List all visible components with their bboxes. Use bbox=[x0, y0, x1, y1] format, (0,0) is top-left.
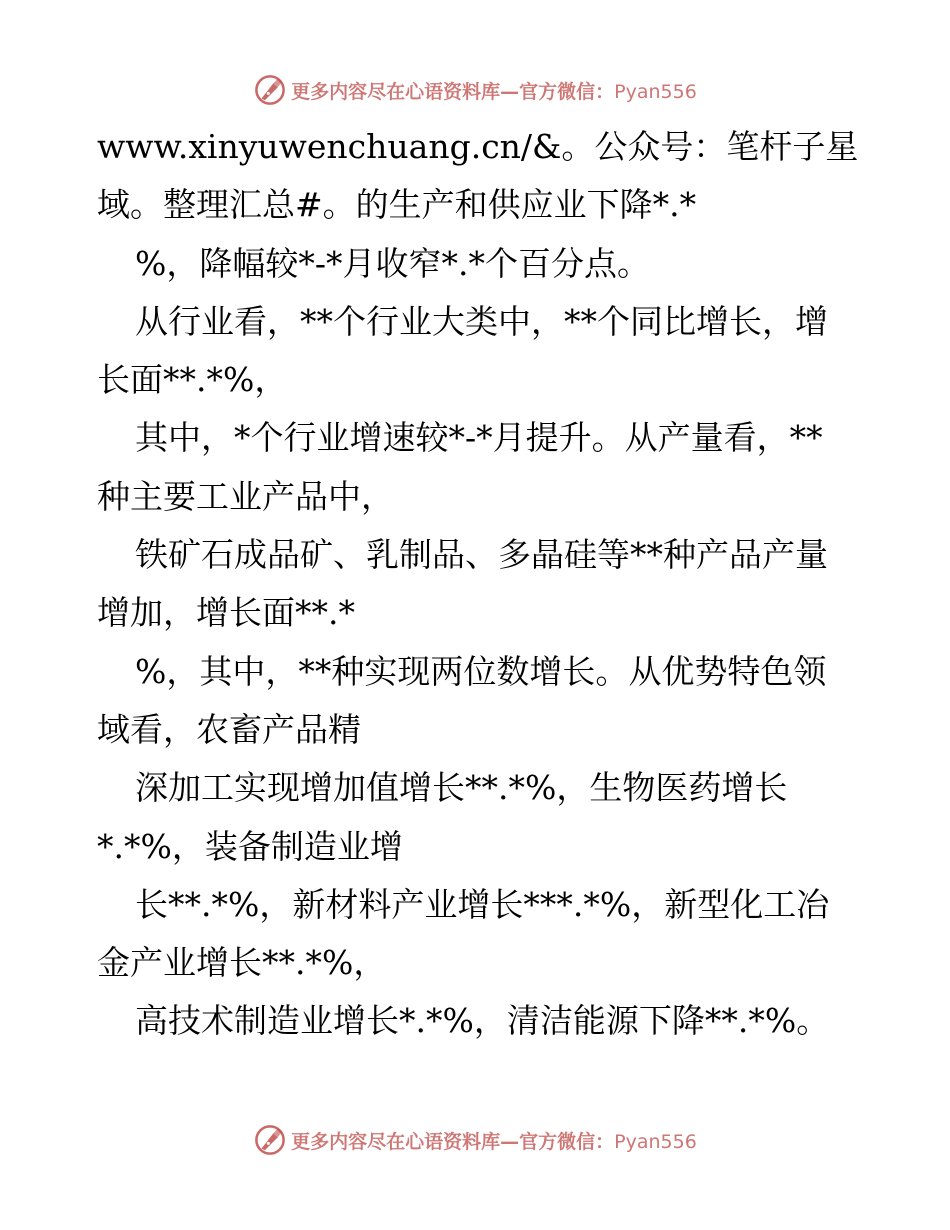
document-body bbox=[97, 118, 867, 1051]
pen-nib-logo-icon bbox=[253, 1123, 287, 1157]
text-line: 从行业看，**个行业大类中，**个同比增长，增 bbox=[135, 301, 828, 341]
text-line: *.*%，装备制造业增 bbox=[97, 826, 403, 866]
header-watermark bbox=[0, 70, 950, 110]
text-line: 高技术制造业增长*.*%，清洁能源下降**.*%。 bbox=[135, 1001, 830, 1041]
text-line: %，降幅较*-*月收窄*.*个百分点。 bbox=[135, 243, 650, 283]
text-line: 深加工实现增加值增长**.*%，生物医药增长 bbox=[135, 768, 788, 808]
text-line: 长面**.*%， bbox=[97, 360, 288, 400]
text-line: 其中，*个行业增速较*-*月提升。从产量看，** bbox=[135, 418, 823, 458]
pen-nib-logo-icon bbox=[253, 73, 287, 107]
text-line: 域。整理汇总#。的生产和供应业下降*.* bbox=[97, 185, 697, 225]
watermark-text: 更多内容尽在心语资料库—官方微信： bbox=[291, 1130, 615, 1153]
text-line: www.xinyuwenchuang.cn/&。公众号：笔杆子星 bbox=[97, 127, 859, 166]
watermark-text: 更多内容尽在心语资料库—官方微信： bbox=[291, 80, 615, 103]
text-line: 金产业增长**.*%， bbox=[97, 943, 387, 983]
text-line: %，其中，**种实现两位数增长。从优势特色领 bbox=[135, 651, 827, 691]
watermark-id: Pyan556 bbox=[614, 80, 697, 103]
watermark-id: Pyan556 bbox=[614, 1130, 697, 1153]
text-line: 种主要工业产品中， bbox=[97, 476, 394, 516]
text-line: 域看，农畜产品精 bbox=[97, 709, 361, 749]
text-line: 长**.*%，新材料产业增长***.*%，新型化工冶 bbox=[135, 884, 830, 924]
text-line: 增加，增长面**.* bbox=[97, 593, 355, 633]
text-line: 铁矿石成品矿、乳制品、多晶硅等**种产品产量 bbox=[135, 535, 828, 575]
footer-watermark bbox=[0, 1120, 950, 1160]
